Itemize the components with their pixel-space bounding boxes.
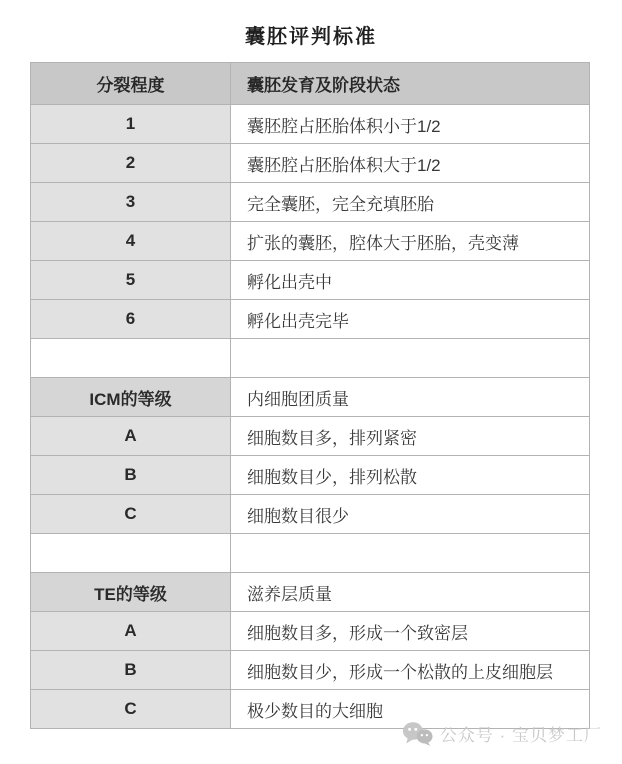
- grade-cell: C: [31, 690, 231, 729]
- description-cell: 囊胚腔占胚胎体积大于1/2: [231, 144, 590, 183]
- table-row: [31, 651, 590, 690]
- grade-cell: 6: [31, 300, 231, 339]
- table-row: [31, 222, 590, 261]
- grade-cell: 3: [31, 183, 231, 222]
- table-row: [31, 534, 590, 573]
- watermark-text: 公众号 · 宝贝梦工厂: [439, 726, 602, 745]
- description-cell: 囊胚腔占胚胎体积小于1/2: [231, 105, 590, 144]
- description-cell: 完全囊胚，完全充填胚胎: [231, 183, 590, 222]
- blastocyst-grading-table: [30, 62, 590, 729]
- description-cell: [231, 339, 590, 378]
- grade-cell: [31, 534, 231, 573]
- wechat-icon: [402, 721, 433, 746]
- table-row: [31, 105, 590, 144]
- grade-cell: B: [31, 456, 231, 495]
- table-row: [31, 456, 590, 495]
- table-body: [31, 105, 590, 729]
- description-cell: 扩张的囊胚，腔体大于胚胎，壳变薄: [231, 222, 590, 261]
- grade-cell: 2: [31, 144, 231, 183]
- table-row: [31, 495, 590, 534]
- grade-cell: A: [31, 417, 231, 456]
- table-row: [31, 378, 590, 417]
- description-cell: 孵化出壳完毕: [231, 300, 590, 339]
- description-cell: 细胞数目多，形成一个致密层: [231, 612, 590, 651]
- page-title: 囊胚评判标准: [245, 26, 377, 48]
- table-row: [31, 417, 590, 456]
- header-desc-column: 囊胚发育及阶段状态: [231, 63, 590, 105]
- description-cell: 细胞数目少，形成一个松散的上皮细胞层: [231, 651, 590, 690]
- description-cell: [231, 534, 590, 573]
- description-cell: 细胞数目少，排列松散: [231, 456, 590, 495]
- grade-cell: 4: [31, 222, 231, 261]
- description-cell: 细胞数目很少: [231, 495, 590, 534]
- description-cell: 孵化出壳中: [231, 261, 590, 300]
- grade-cell: 5: [31, 261, 231, 300]
- grade-cell: C: [31, 495, 231, 534]
- header-grade-column: 分裂程度: [31, 63, 231, 105]
- table-row: [31, 612, 590, 651]
- grade-cell: ICM的等级: [31, 378, 231, 417]
- table-row: [31, 183, 590, 222]
- description-cell: 极少数目的大细胞: [231, 690, 590, 729]
- table-row: [31, 339, 590, 378]
- table-row: [31, 300, 590, 339]
- description-cell: 细胞数目多，排列紧密: [231, 417, 590, 456]
- table-row: [31, 573, 590, 612]
- watermark: [402, 721, 602, 746]
- table-row: [31, 144, 590, 183]
- grade-cell: [31, 339, 231, 378]
- table-header-row: [31, 63, 590, 105]
- grade-cell: B: [31, 651, 231, 690]
- grade-cell: TE的等级: [31, 573, 231, 612]
- description-cell: 内细胞团质量: [231, 378, 590, 417]
- grade-cell: A: [31, 612, 231, 651]
- table-row: [31, 261, 590, 300]
- grade-cell: 1: [31, 105, 231, 144]
- description-cell: 滋养层质量: [231, 573, 590, 612]
